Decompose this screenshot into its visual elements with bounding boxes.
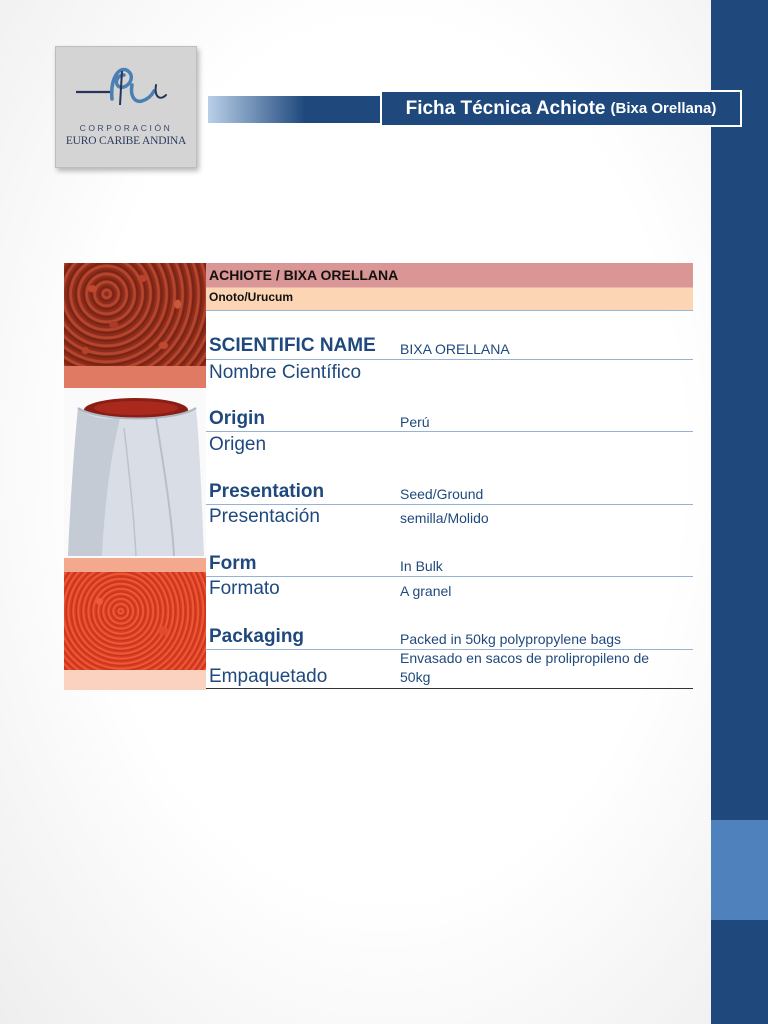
page-title-sub: (Bixa Orellana) xyxy=(610,100,717,117)
right-sidebar-accent xyxy=(711,820,768,920)
page-title xyxy=(380,90,742,127)
spec-subheading-row xyxy=(206,288,693,310)
value-scientific-name: BIXA ORELLANA xyxy=(400,341,510,357)
label-origen: Origen xyxy=(209,434,267,455)
divider xyxy=(206,431,693,432)
divider xyxy=(206,504,693,505)
value-presentacion: semilla/Molido xyxy=(400,510,489,526)
achiote-sack-image xyxy=(64,388,206,558)
value-empaquetado-line1: Envasado en sacos de prolipropileno de xyxy=(400,650,650,666)
value-empaquetado-line2: 50kg xyxy=(400,669,431,685)
value-presentation: Seed/Ground xyxy=(400,486,484,502)
value-form: In Bulk xyxy=(400,558,443,574)
color-strip xyxy=(64,670,206,690)
label-origin: Origin xyxy=(209,408,265,429)
logo-text-corporacion: CORPORACIÓN xyxy=(79,123,173,133)
label-empaquetado: Empaquetado xyxy=(209,666,328,687)
label-form: Form xyxy=(209,553,257,574)
achiote-powder-image xyxy=(64,572,206,670)
label-scientific-name: SCIENTIFIC NAME xyxy=(209,335,376,356)
label-nombre-cientifico: Nombre Científico xyxy=(209,362,362,383)
divider xyxy=(206,359,693,360)
value-formato: A granel xyxy=(400,583,452,599)
logo-text-company: EURO CARIBE ANDINA xyxy=(65,135,187,147)
sack-icon xyxy=(64,388,206,558)
value-packaging: Packed in 50kg polypropylene bags xyxy=(400,631,622,647)
page-title-main: Ficha Técnica Achiote xyxy=(405,97,606,119)
achiote-seeds-image xyxy=(64,263,206,366)
color-strip xyxy=(64,366,206,388)
divider xyxy=(206,688,693,689)
label-packaging: Packaging xyxy=(209,626,305,647)
spec-heading: ACHIOTE / BIXA ORELLANA xyxy=(209,267,399,283)
spec-heading-row xyxy=(206,263,693,288)
divider xyxy=(206,576,693,577)
logo-mark-icon xyxy=(70,55,182,117)
divider xyxy=(206,310,693,311)
value-origin: Perú xyxy=(400,414,430,430)
product-images-column xyxy=(64,263,206,690)
spec-subheading: Onoto/Urucum xyxy=(209,290,293,304)
color-strip xyxy=(64,558,206,572)
label-presentacion: Presentación xyxy=(209,506,320,527)
label-formato: Formato xyxy=(209,578,280,599)
company-logo xyxy=(55,46,197,168)
label-presentation: Presentation xyxy=(209,481,325,502)
